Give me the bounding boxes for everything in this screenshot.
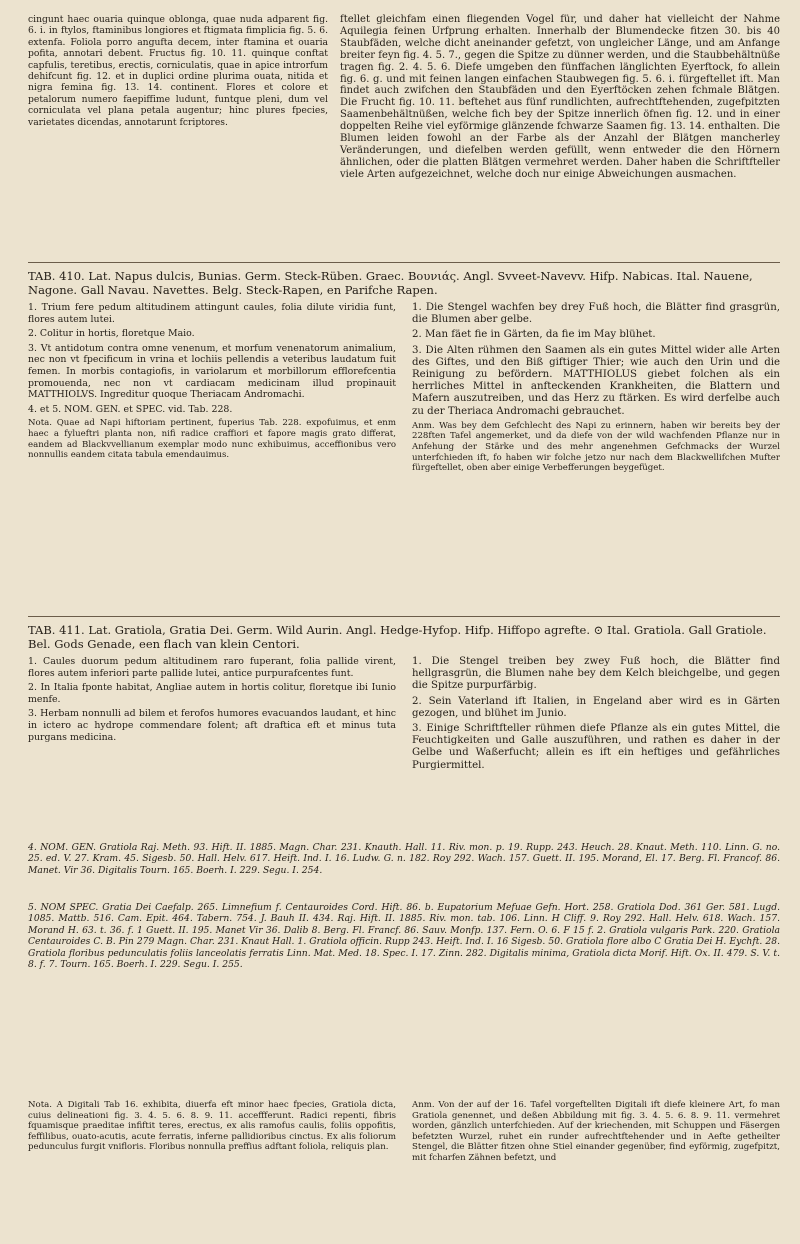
tab-411-header: TAB. 411. Lat. Gratiola, Gratia Dei. Germ. Wild Aurin. Angl. Hedge-Hyfop. Hifp. Hiffopo agrefte. ⊙ Ital. Gratiola. Gall Gratiole. Bel. Gods Genade, een flach van klein Centori. [28,623,767,651]
tab-410-german-2: 2. Man fäet fie in Gärten, da fie im May blühet. [412,329,656,341]
tab-411-nomenclature-species: 5. NOM SPEC. Gratia Dei Caefalp. 265. Limnefium f. Centauroides Cord. Hift. 86. b. Eupatorium Mefuae Gefn. Hort. 258. Gratiola Dod. 361 Ger. 581. Lugd. 1085. Mattb. 516. Cam. Epit. 464. Tabern. 754. J. Bauh II. 434. Raj. Hift. II. 1885. Riv. mon. tab. 106. Linn. H Cliff. 9. Roy 292. Hall. Helv. 618. Wach. 157. Morand H. 63. t. 36. f. 1 Guett. II. 195. Manet Vir 36. Dalib 8. Berg. Fl. Francf. 86. Sauv. Monfp. 137. Fern. O. 6. F 15 f. 2. Gratiola vulgaris Park. 220. Gratiola Centauroides C. B. Pin 279 Magn. Char. 231. Knaut Hall. 1. Gratiola officin. Rupp 243. Heift. Ind. I. 16 Sigesb. 50. Gratiola flore albo C Gratia Dei H. Eychft. 28. Gratiola floribus pedunculatis foliis lanceolatis ferratis Linn. Mat. Med. 18. Spec. I. 17. Zinn. 282. Digitalis minima, Gratiola dicta Morif. Hift. Ox. II. 479. S. V. t. 8. f. 7. Tourn. 165. Boerh. I. 229. Segu. I. 255. [28,902,780,971]
tab-410-german-1: 1. Die Stengel wachfen bey drey Fuß hoch, die Blätter find grasgrün, die Blumen aber gelbe. [412,302,780,326]
tab-411-german-note-column [412,1100,780,1167]
continuation-block [28,14,780,181]
tab-410-body [28,302,780,477]
tab-411-latin-3: 3. Herbam nonnulli ad bilem et ferofos humores evacuandos laudant, et hinc in ictero ac hydrope commendare folent; aft draftica eft et minus tuta purgans medicina. [28,708,396,743]
tab-410-latin-4: 4. et 5. NOM. GEN. et SPEC. vid. Tab. 228. [28,403,233,415]
tab-410-latin-column [28,302,396,477]
tab-411-latin-1: 1. Caules duorum pedum altitudinem raro fuperant, folia pallide virent, flores autem inferiori parte pallide lutei, antice purpurafcentes funt. [28,656,396,679]
tab-411-nomenclature-genus: 4. NOM. GEN. Gratiola Raj. Meth. 93. Hift. II. 1885. Magn. Char. 231. Knauth. Hall. 11. Riv. mon. p. 19. Rupp. 243. Heuch. 28. Knaut. Meth. 110. Linn. G. no. 25. ed. V. 27. Kram. 45. Sigesb. 50. Hall. Helv. 617. Heift. Ind. I. 16. Ludw. G. n. 182. Roy 292. Wach. 157. Guett. II. 195. Morand, El. 17. Berg. Fl. Francof. 86. Manet. Vir 36. Digitalis Tourn. 165. Boerh. I. 229. Segu. I. 254. [28,842,780,876]
tab-410-german-column [412,302,780,477]
tab-411-german-column [412,656,780,775]
tab-411-latin-note-column [28,1100,396,1167]
tab-411-german-2: 2. Sein Vaterland ift Italien, in Engeland aber wird es in Gärten gezogen, und blühet im Junio. [412,695,780,719]
german-continuation: ftellet gleichfam einen fliegenden Vogel für, und daher hat vielleicht der Nahme Aquilegia feinen Urfprung erhalten. Innerhalb der Blumendecke fitzen 30. bis 40 Staubfäden, welche dicht aneinander gefetzt, von ungleicher Länge, und am Anfange breiter feyn fig. 4. 5. 7., gegen die Spitze zu dünner werden, und die Staubbehältnüße tragen fig. 2. 4. 5. 6. Diefe umgeben den fünffachen länglichten Eyerftock, fo allein fig. 6. g. und mit feinen langen einfachen Staubwegen fig. 5. 6. i. fürgeftellet ift. Man findet auch zwifchen den Staubfäden und den Eyerftöcken zehen fchmale Blätgen. Die Frucht fig. 10. 11. beftehet aus fünf rundlichten, aufrechtftehenden, zugefpitzten Saamenbehältnüßen, welche fich bey der Spitze innerlich öfnen fig. 12. und in einer doppelten Reihe viel eyförmige glänzende fchwarze Saamen fig. 13. 14. enthalten. Die Blumen leiden fowohl an der Farbe als der Anzahl der Blätgen mancherley Veränderungen, und diefelben werden gefüllt, wenn entweder die den Hörnern ähnlichen, oder die platten Blätgen vermehret werden. Daher haben die Schriftfteller viele Arten aufgezeichnet, welche doch nur einige Abweichungen ausmachen. [340,14,780,180]
latin-continuation: cingunt haec ouaria quinque oblonga, quae nuda adparent fig. 6. i. in ftylos, ftaminibus longiores et ftigmata fimplicia fig. 5. 6. extenfa. Foliola porro angufta decem, inter ftamina et ouaria pofita, annotari debent. Fructus fig. 10. 11. quinque conftat capfulis, teretibus, erectis, corniculatis, quae in apice introrfum dehifcunt fig. 12. et in duplici ordine plurima ouata, nitida et nigra femina fig. 13. 14. continent. Flores et colore et petalorum numero faepiffime ludunt, funtque pleni, dum vel corniculata vel plana petala augentur; hinc plures fpecies, varietates dicendas, annotarunt fcriptores. [28,14,328,128]
divider [28,262,780,263]
tab-410-latin-3: 3. Vt antidotum contra omne venenum, et morfum venenatorum animalium, nec non vt fpecificum in vrina et lochiis pellendis a veteribus laudatum fuit femen. In morbis contagiofis, in variolarum et morbillorum efflorefcentia promouenda, nec non vt cardiacam medicinam illud propinauit MATTHIOLVS. Ingreditur quoque Theriacam Andromachi. [28,342,396,401]
tab-411-latin-column [28,656,396,775]
tab-411-latin-2: 2. In Italia fponte habitat, Angliae autem in hortis colitur, floretque ibi Iunio menfe. [28,682,396,705]
tab-411-german-3: 3. Einige Schriftfteller rühmen diefe Pflanze als ein gutes Mittel, die Feuchtigkeiten und Galle auszuführen, und rathen es daher in der Gelbe und Waßerfucht; allein es ift ein heftiges und gefährliches Purgiermittel. [412,723,780,771]
divider [28,616,780,617]
tab-410-header: TAB. 410. Lat. Napus dulcis, Bunias. Germ. Steck-Rüben. Graec. Βουνιάς. Angl. Svveet-Navevv. Hifp. Nabicas. Ital. Nauene, Nagone. Gall Navau. Navettes. Belg. Steck-Rapen, en Parifche Rapen. [28,269,753,297]
tab-411-notes [28,1100,780,1167]
tab-411-german-note: Anm. Von der auf der 16. Tafel vorgeftellten Digitali ift diefe kleinere Art, fo man Gratiola genennet, und deßen Abbildung mit fig. 3. 4. 5. 6. 8. 9. 11. vermehret worden, gänzlich unterfchieden. Auf der kriechenden, mit Schuppen und Fäsergen befetzten Wurzel, ruhet ein runder aufrechtftehender und in Aefte getheilter Stengel, die Blätter fitzen ohne Stiel einander gegenüber, find eyförmig, zugefpitzt, mit fcharfen Zähnen befetzt, und [412,1100,780,1163]
tab-410-latin-1: 1. Trium fere pedum altitudinem attingunt caules, folia dilute viridia funt, flores autem lutei. [28,302,396,325]
tab-410-latin-2: 2. Colitur in hortis, floretque Maio. [28,328,195,340]
tab-411-body [28,656,780,775]
tab-410-german-note: Anm. Was bey dem Gefchlecht des Napi zu erinnern, haben wir bereits bey der 228ften Tafel angemerket, und da diefe von der wild wachfenden Pflanze nur in Anfehung der Stärke und des mehr angenehmen Gefchmacks der Wurzel unterfchieden ift, fo haben wir folche jetzo nur nach dem Blackwellifchen Mufter fürgeftellet, oben aber einige Verbefferungen beygefüget. [412,420,780,474]
tab-410-latin-note: Nota. Quae ad Napi hiftoriam pertinent, fuperius Tab. 228. expofuimus, et enm haec a fylueftri planta non, nifi radice craffiori et fapore magis grato differat, eandem ad Blackvvellianum exemplar modo nunc exhibuimus, acceffionibus vero nonnullis eandem citata tabula emendauimus. [28,418,396,461]
tab-410-german-3: 3. Die Alten rühmen den Saamen als ein gutes Mittel wider alle Arten des Giftes, und den Biß giftiger Thier; wie auch den Urin und die Reinigung zu befördern. MATTHIOLUS giebet folchen als ein herrliches Mittel in anfteckenden Krankheiten, die Blattern und Mafern auszutreiben, und das Herz zu ftärken. Es wird derfelbe auch zu der Theriaca Andromachi gebrauchet. [412,344,780,417]
tab-411-german-1: 1. Die Stengel treiben bey zwey Fuß hoch, die Blätter find hellgrasgrün, die Blumen nahe bey dem Kelch bleichgelbe, und gegen die Spitze purpurfärbig. [412,656,780,692]
tab-411-latin-note: Nota. A Digitali Tab 16. exhibita, diuerfa eft minor haec fpecies, Gratiola dicta, cuius delineationi fig. 3. 4. 5. 6. 8. 9. 11. acceffferunt. Radici repenti, fibris fquamisque praeditae infiftit teres, erectus, ex alis ramofus caulis, foliis oppofitis, feffilibus, ouato-acutis, acute ferratis, inferne pallidioribus cinctus. Ex alis foliorum pedunculus furgit vnifloris. Floribus nonnulla preffius adftant foliola, reliquis plan. [28,1100,396,1153]
